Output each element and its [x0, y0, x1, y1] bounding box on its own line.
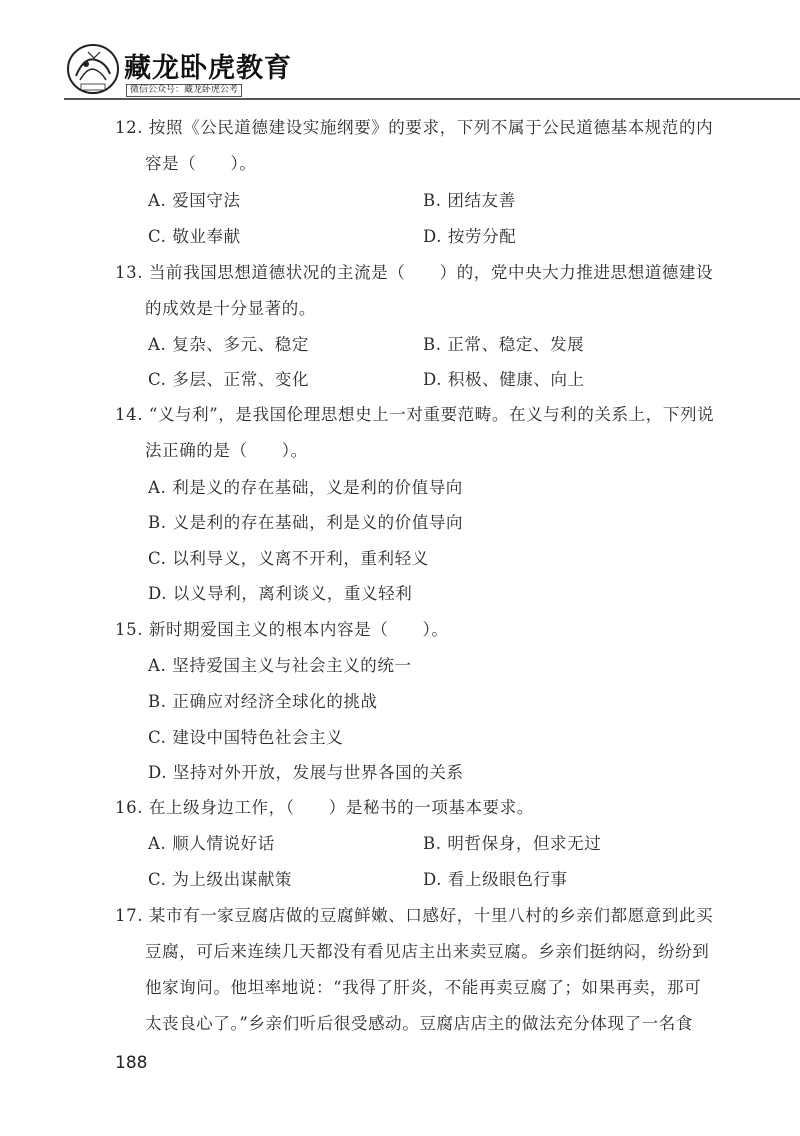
question-text: 某市有一家豆腐店做的豆腐鲜嫩、口感好，十里八村的乡亲们都愿意到此买 — [148, 906, 714, 925]
question-text: 按照《公民道德建设实施纲要》的要求，下列不属于公民道德基本规范的内 — [148, 118, 714, 137]
page-number: 188 — [115, 1053, 148, 1073]
question-number: 14. — [115, 405, 144, 424]
option-a: A. 顺人情说好话 — [148, 834, 275, 853]
question-text: 当前我国思想道德状况的主流是（ ）的，党中央大力推进思想道德建设 — [148, 263, 714, 282]
option-d: D. 坚持对外开放，发展与世界各国的关系 — [148, 763, 464, 782]
option-c: C. 建设中国特色社会主义 — [148, 728, 344, 747]
question-stem-line — [115, 262, 713, 284]
question-stem-line — [115, 905, 713, 927]
brand-subtitle: 微信公众号：藏龙卧虎公考 — [126, 84, 242, 97]
option-b: B. 团结友善 — [423, 191, 516, 210]
page-header — [0, 0, 800, 100]
question-text: 在上级身边工作，（ ）是秘书的一项基本要求。 — [148, 798, 534, 817]
question-text: 新时期爱国主义的根本内容是（ ）。 — [148, 620, 449, 639]
dragon-tiger-emblem-icon — [66, 42, 120, 96]
option-b: B. 义是利的存在基础，利是义的价值导向 — [148, 513, 464, 532]
question-stem-line — [115, 797, 534, 819]
question-number: 13. — [115, 263, 144, 282]
question-stem-line: 的成效是十分显著的。 — [145, 299, 316, 318]
question-stem-line: 容是（ ）。 — [145, 154, 257, 173]
option-a: A. 利是义的存在基础，义是利的价值导向 — [148, 478, 463, 497]
option-d: D. 积极、健康、向上 — [423, 370, 585, 389]
option-d: D. 看上级眼色行事 — [423, 870, 568, 889]
question-stem-line — [115, 404, 714, 426]
question-stem-line: 太丧良心了。”乡亲们听后很受感动。豆腐店店主的做法充分体现了一名食 — [145, 1014, 693, 1033]
question-stem-line — [115, 117, 713, 139]
question-number: 17. — [115, 906, 144, 925]
question-number: 15. — [115, 620, 144, 639]
option-b: B. 正确应对经济全球化的挑战 — [148, 692, 378, 711]
option-d: D. 按劳分配 — [423, 227, 517, 246]
brand-title: 藏龙卧虎教育 — [124, 53, 292, 84]
option-a: A. 坚持爱国主义与社会主义的统一 — [148, 656, 412, 675]
question-stem-line: 他家询问。他坦率地说：“我得了肝炎，不能再卖豆腐了；如果再卖，那可 — [145, 978, 702, 997]
option-d: D. 以义导利，离利谈义，重义轻利 — [148, 584, 413, 603]
option-a: A. 爱国守法 — [148, 191, 241, 210]
option-b: B. 明哲保身，但求无过 — [423, 834, 602, 853]
header-divider — [64, 98, 800, 100]
option-c: C. 以利导义，义离不开利，重利轻义 — [148, 549, 429, 568]
option-c: C. 多层、正常、变化 — [148, 370, 310, 389]
question-stem-line — [115, 619, 448, 641]
question-stem-line: 法正确的是（ ）。 — [145, 441, 308, 460]
question-stem-line: 豆腐，可后来连续几天都没有看见店主出来卖豆腐。乡亲们挺纳闷，纷纷到 — [145, 942, 710, 961]
option-a: A. 复杂、多元、稳定 — [148, 335, 310, 354]
question-text: “义与利”，是我国伦理思想史上一对重要范畴。在义与利的关系上，下列说 — [148, 405, 715, 424]
option-c: C. 为上级出谋献策 — [148, 870, 293, 889]
option-c: C. 敬业奉献 — [148, 227, 241, 246]
question-number: 16. — [115, 798, 144, 817]
question-number: 12. — [115, 118, 144, 137]
option-b: B. 正常、稳定、发展 — [423, 335, 585, 354]
